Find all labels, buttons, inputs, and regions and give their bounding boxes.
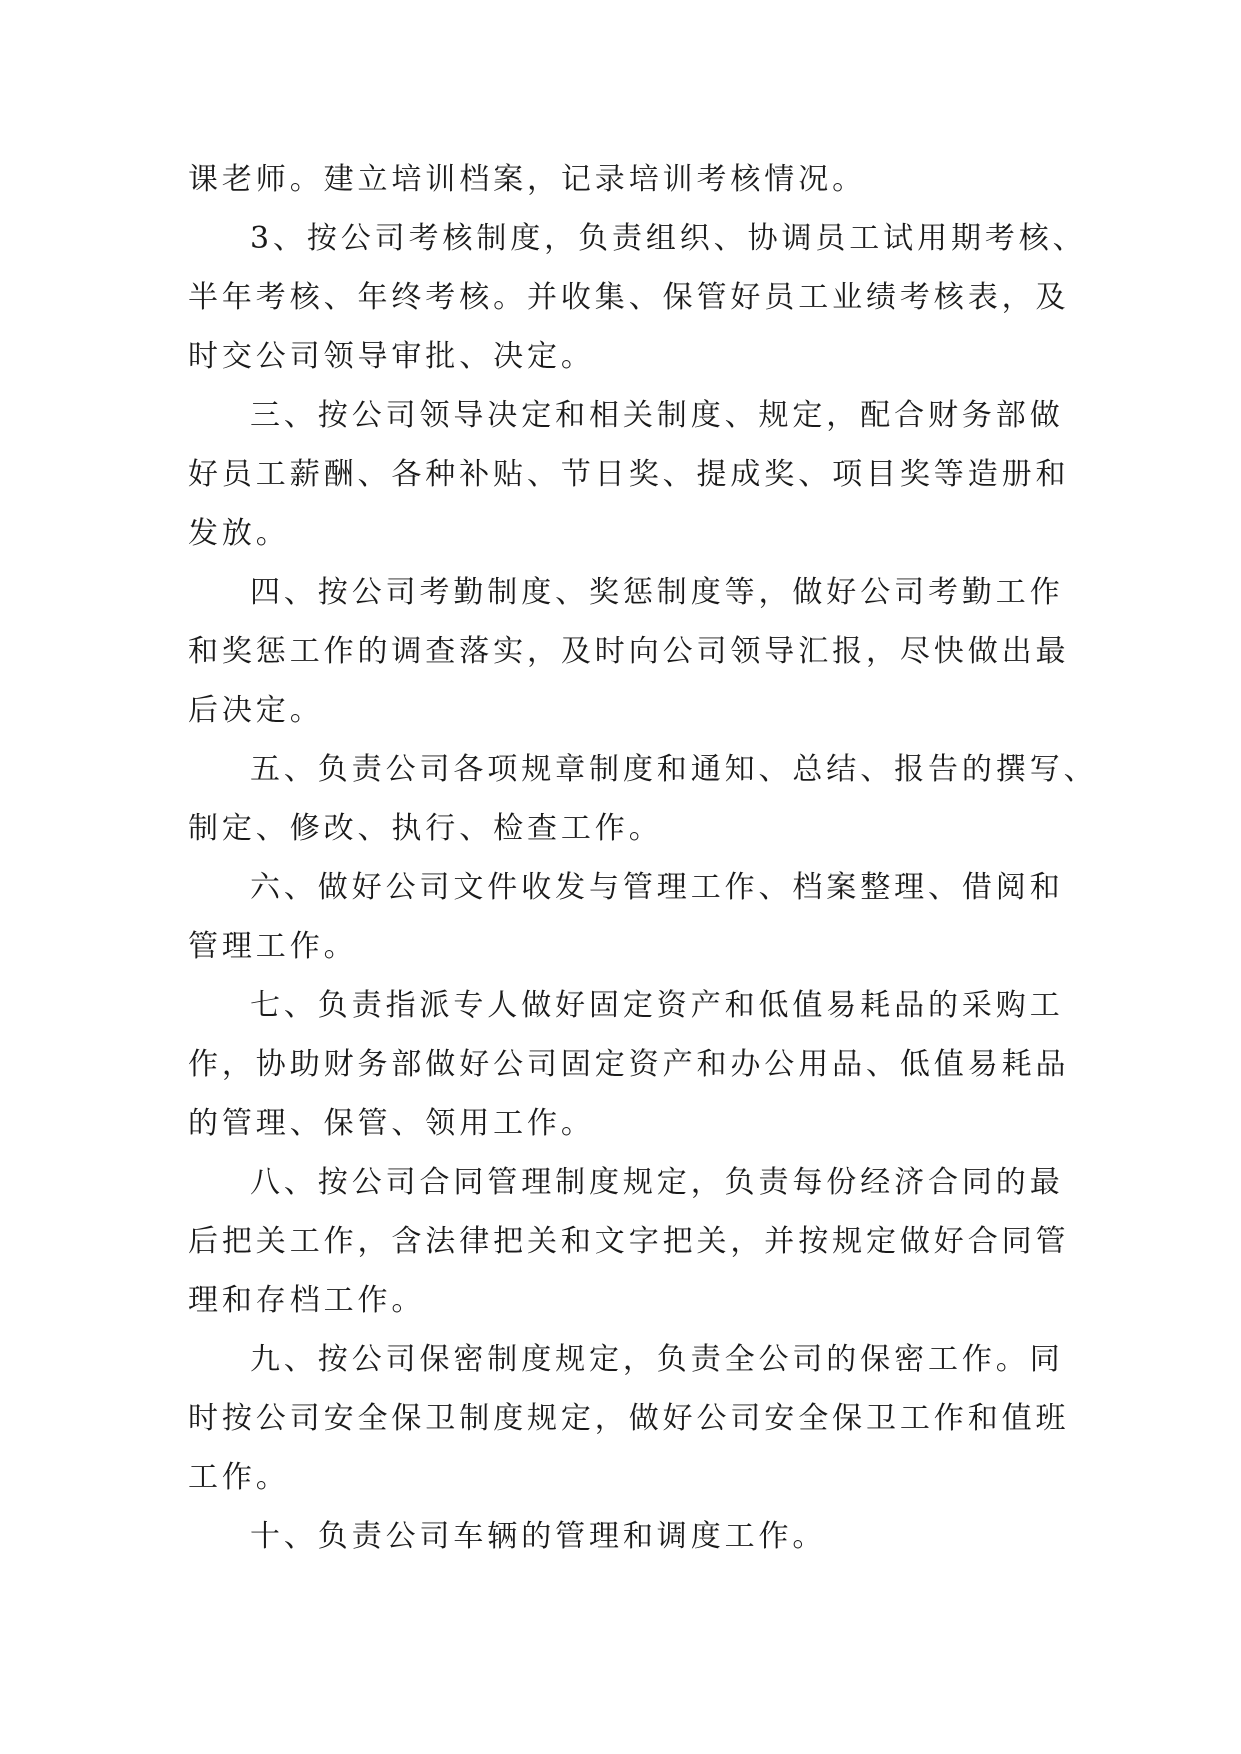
text-line: 后决定。 [188,693,324,728]
text-line: 后把关工作，含法律把关和文字把关，并按规定做好合同管 [188,1224,1070,1259]
text-line: 半年考核、年终考核。并收集、保管好员工业绩考核表，及 [188,280,1070,315]
text-line: 发放。 [188,516,290,551]
text-line: 时按公司安全保卫制度规定，做好公司安全保卫工作和值班 [188,1401,1070,1436]
text-line: 好员工薪酬、各种补贴、节日奖、提成奖、项目奖等造册和 [188,457,1070,492]
text-line: 工作。 [188,1460,290,1495]
text-line: 时交公司领导审批、决定。 [188,339,595,374]
paragraph-first-line: 七、负责指派专人做好固定资产和低值易耗品的采购工 [250,988,1064,1023]
text-line: 制定、修改、执行、检查工作。 [188,811,663,846]
paragraph-first-line: 六、做好公司文件收发与管理工作、档案整理、借阅和 [250,870,1064,905]
text-line: 和奖惩工作的调查落实，及时向公司领导汇报，尽快做出最 [188,634,1070,669]
text-line: 课老师。建立培训档案，记录培训考核情况。 [188,162,866,197]
paragraph-first-line: 三、按公司领导决定和相关制度、规定，配合财务部做 [250,398,1064,433]
paragraph-first-line: 十、负责公司车辆的管理和调度工作。 [250,1519,827,1554]
text-line: 的管理、保管、领用工作。 [188,1106,595,1141]
text-line: 作，协助财务部做好公司固定资产和办公用品、低值易耗品 [188,1047,1070,1082]
paragraph-first-line: 3、按公司考核制度，负责组织、协调员工试用期考核、 [250,221,1087,256]
paragraph-first-line: 九、按公司保密制度规定，负责全公司的保密工作。同 [250,1342,1064,1377]
text-line: 管理工作。 [188,929,358,964]
paragraph-first-line: 八、按公司合同管理制度规定，负责每份经济合同的最 [250,1165,1064,1200]
paragraph-first-line: 五、负责公司各项规章制度和通知、总结、报告的撰写、 [250,752,1098,787]
text-line: 理和存档工作。 [188,1283,426,1318]
paragraph-first-line: 四、按公司考勤制度、奖惩制度等，做好公司考勤工作 [250,575,1064,610]
